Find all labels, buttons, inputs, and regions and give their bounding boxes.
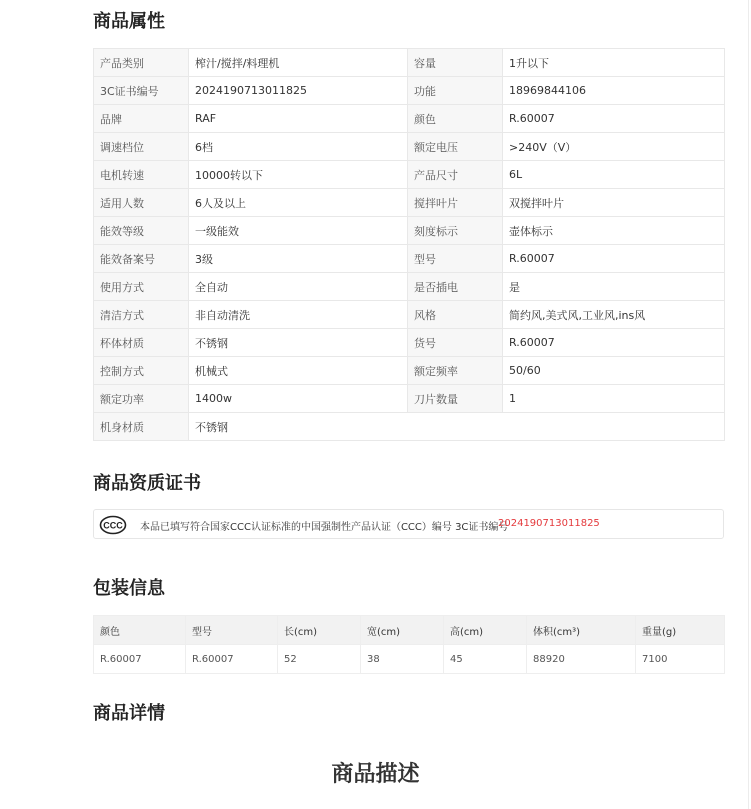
attribute-value: 机械式 [189,357,408,385]
attribute-value: 非自动清洗 [189,301,408,329]
attribute-value: 1 [503,385,725,413]
attribute-value: 6档 [189,133,408,161]
attribute-row [94,49,725,77]
attribute-row [94,301,725,329]
attribute-row [94,77,725,105]
attribute-value: 3级 [189,245,408,273]
section-title-details: 商品详情 [93,703,165,724]
package-column-header: 重量(g) [636,616,725,645]
package-cell: R.60007 [186,645,278,674]
attribute-key: 杯体材质 [94,329,189,357]
attribute-row [94,105,725,133]
attribute-value: 1400w [189,385,408,413]
attribute-key: 品牌 [94,105,189,133]
attribute-key: 3C证书编号 [94,77,189,105]
attribute-value: >240V（V） [503,133,725,161]
attributes-table [93,48,725,441]
ccc-icon [99,515,127,538]
attribute-key: 功能 [408,77,503,105]
package-cell: 45 [444,645,527,674]
attribute-key: 产品类别 [94,49,189,77]
package-cell: 38 [361,645,444,674]
section-title-package: 包装信息 [93,578,165,599]
package-column-header: 宽(cm) [361,616,444,645]
attribute-row [94,357,725,385]
attribute-key: 风格 [408,301,503,329]
package-cell: 7100 [636,645,725,674]
svg-text:CCC: CCC [103,520,123,531]
attribute-key: 使用方式 [94,273,189,301]
attribute-key: 是否插电 [408,273,503,301]
package-cell: R.60007 [94,645,186,674]
attribute-key: 刀片数量 [408,385,503,413]
package-column-header: 颜色 [94,616,186,645]
certificate-text: 本品已填写符合国家CCC认证标准的中国强制性产品认证（CCC）编号 3C证书编号 [140,522,509,533]
attribute-value: 一级能效 [189,217,408,245]
attribute-key: 额定电压 [408,133,503,161]
attribute-value: R.60007 [503,245,725,273]
attribute-key: 机身材质 [94,413,189,441]
attribute-key: 调速档位 [94,133,189,161]
attribute-value: 18969844106 [503,77,725,105]
package-column-header: 体积(cm³) [527,616,636,645]
attribute-row [94,217,725,245]
package-column-header: 长(cm) [278,616,361,645]
attribute-key: 适用人数 [94,189,189,217]
attribute-value: 10000转以下 [189,161,408,189]
attribute-key: 能效等级 [94,217,189,245]
attribute-value: 6人及以上 [189,189,408,217]
package-cell: 52 [278,645,361,674]
attribute-key: 额定功率 [94,385,189,413]
attribute-row [94,133,725,161]
attribute-row [94,189,725,217]
attribute-row [94,385,725,413]
attribute-value: 是 [503,273,725,301]
page-divider [748,0,749,809]
section-title-certificate: 商品资质证书 [93,473,201,494]
attribute-value: 2024190713011825 [189,77,408,105]
attribute-key: 电机转速 [94,161,189,189]
attribute-key: 型号 [408,245,503,273]
attribute-value: 不锈钢 [189,413,725,441]
package-column-header: 高(cm) [444,616,527,645]
attribute-key: 货号 [408,329,503,357]
attribute-value: 榨汁/搅拌/料理机 [189,49,408,77]
attribute-value: 全自动 [189,273,408,301]
attribute-row [94,161,725,189]
package-column-header: 型号 [186,616,278,645]
attribute-key: 容量 [408,49,503,77]
package-table [93,615,725,674]
attribute-value: 50/60 [503,357,725,385]
attribute-row [94,329,725,357]
attribute-key: 清洁方式 [94,301,189,329]
attribute-row [94,245,725,273]
section-title-attributes: 商品属性 [93,11,165,32]
attribute-value: RAF [189,105,408,133]
product-description-heading: 商品描述 [331,762,420,787]
attribute-value: 简约风,美式风,工业风,ins风 [503,301,725,329]
attribute-key: 搅拌叶片 [408,189,503,217]
attribute-key: 控制方式 [94,357,189,385]
attribute-key: 刻度标示 [408,217,503,245]
attribute-row [94,273,725,301]
attribute-value: R.60007 [503,105,725,133]
attribute-value: 6L [503,161,725,189]
attribute-value: R.60007 [503,329,725,357]
certificate-box [93,509,724,539]
attribute-key: 额定频率 [408,357,503,385]
attribute-key: 能效备案号 [94,245,189,273]
attribute-value: 双搅拌叶片 [503,189,725,217]
package-row [94,645,725,674]
attribute-value: 壶体标示 [503,217,725,245]
certificate-number: 2024190713011825 [498,518,600,529]
attribute-key: 产品尺寸 [408,161,503,189]
attribute-value: 1升以下 [503,49,725,77]
attribute-row [94,413,725,441]
attribute-value: 不锈钢 [189,329,408,357]
package-cell: 88920 [527,645,636,674]
attribute-key: 颜色 [408,105,503,133]
